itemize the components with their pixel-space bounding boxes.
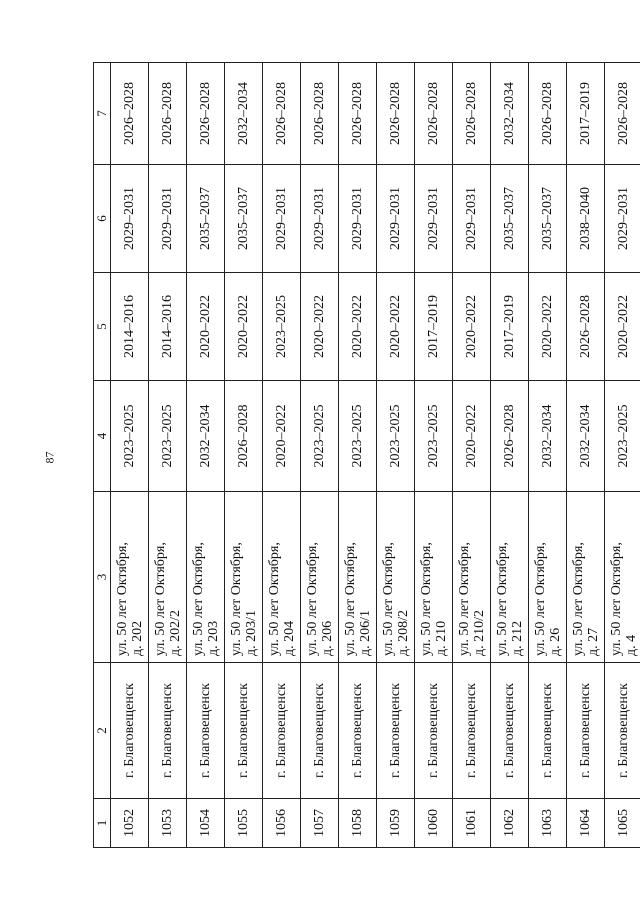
city-cell: г. Благовещенск	[111, 663, 149, 799]
page-number: 87	[42, 451, 57, 464]
period-cell-col4: 2032–2034	[567, 381, 605, 492]
period-cell-col7: 2032–2034	[491, 63, 529, 165]
period-cell-col5: 2020–2022	[453, 273, 491, 381]
table-row	[453, 63, 491, 848]
address-cell	[415, 492, 453, 663]
address-cell	[567, 492, 605, 663]
schedule-table	[93, 62, 640, 848]
column-header-3: 3	[94, 492, 111, 663]
period-cell-col6: 2029–2031	[149, 165, 187, 273]
rotated-table-area	[93, 63, 639, 848]
city-cell: г. Благовещенск	[605, 663, 640, 799]
period-cell-col5: 2020–2022	[529, 273, 567, 381]
city-cell: г. Благовещенск	[415, 663, 453, 799]
period-cell-col6: 2029–2031	[453, 165, 491, 273]
period-cell-col6: 2035–2037	[529, 165, 567, 273]
period-cell-col6: 2038–2040	[567, 165, 605, 273]
period-cell-col6: 2029–2031	[377, 165, 415, 273]
address-house: д. 27	[585, 627, 601, 656]
table-row	[225, 63, 263, 848]
period-cell-col4: 2023–2025	[111, 381, 149, 492]
address-house: д. 202	[129, 620, 145, 656]
row-number-cell: 1064	[567, 799, 605, 848]
period-cell-col7: 2026–2028	[263, 63, 301, 165]
address-house: д. 203	[205, 620, 221, 656]
row-number-cell: 1054	[187, 799, 225, 848]
city-cell: г. Благовещенск	[491, 663, 529, 799]
period-cell-col4: 2023–2025	[605, 381, 640, 492]
period-cell-col7: 2026–2028	[453, 63, 491, 165]
period-cell-col4: 2020–2022	[263, 381, 301, 492]
period-cell-col4: 2023–2025	[339, 381, 377, 492]
address-street: ул. 50 лет Октября,	[114, 542, 130, 656]
address-cell	[263, 492, 301, 663]
table-row	[491, 63, 529, 848]
row-number-cell: 1052	[111, 799, 149, 848]
period-cell-col7: 2026–2028	[415, 63, 453, 165]
column-header-7: 7	[94, 63, 111, 165]
address-street: ул. 50 лет Октября,	[570, 542, 586, 656]
column-header-1: 1	[94, 799, 111, 848]
table-header-row	[94, 63, 111, 848]
table-row	[529, 63, 567, 848]
city-cell: г. Благовещенск	[339, 663, 377, 799]
period-cell-col7: 2026–2028	[529, 63, 567, 165]
row-number-cell: 1059	[377, 799, 415, 848]
address-street: ул. 50 лет Октября,	[228, 542, 244, 656]
table-row	[149, 63, 187, 848]
address-street: ул. 50 лет Октября,	[380, 542, 396, 656]
address-house: д. 204	[281, 620, 297, 656]
address-cell	[187, 492, 225, 663]
table-row	[301, 63, 339, 848]
address-cell	[491, 492, 529, 663]
city-cell: г. Благовещенск	[567, 663, 605, 799]
address-house: д. 203/1	[243, 609, 259, 656]
row-number-cell: 1061	[453, 799, 491, 848]
period-cell-col5: 2020–2022	[301, 273, 339, 381]
address-cell	[453, 492, 491, 663]
period-cell-col5: 2017–2019	[491, 273, 529, 381]
period-cell-col7: 2032–2034	[225, 63, 263, 165]
period-cell-col5: 2017–2019	[415, 273, 453, 381]
city-cell: г. Благовещенск	[187, 663, 225, 799]
address-street: ул. 50 лет Октября,	[456, 542, 472, 656]
table-row	[567, 63, 605, 848]
period-cell-col6: 2029–2031	[301, 165, 339, 273]
address-street: ул. 50 лет Октября,	[342, 542, 358, 656]
address-house: д. 206	[319, 620, 335, 656]
period-cell-col7: 2026–2028	[149, 63, 187, 165]
city-cell: г. Благовещенск	[301, 663, 339, 799]
table-row	[263, 63, 301, 848]
period-cell-col7: 2026–2028	[301, 63, 339, 165]
period-cell-col4: 2032–2034	[529, 381, 567, 492]
period-cell-col6: 2029–2031	[263, 165, 301, 273]
address-house: д. 4	[623, 634, 639, 656]
table-body	[111, 63, 640, 848]
column-header-2: 2	[94, 663, 111, 799]
period-cell-col5: 2014–2016	[111, 273, 149, 381]
row-number-cell: 1063	[529, 799, 567, 848]
table-row	[415, 63, 453, 848]
column-header-6: 6	[94, 165, 111, 273]
period-cell-col5: 2020–2022	[605, 273, 640, 381]
period-cell-col6: 2029–2031	[605, 165, 640, 273]
address-cell	[529, 492, 567, 663]
row-number-cell: 1055	[225, 799, 263, 848]
address-house: д. 212	[509, 620, 525, 656]
address-house: д. 208/2	[395, 609, 411, 656]
period-cell-col6: 2029–2031	[339, 165, 377, 273]
row-number-cell: 1056	[263, 799, 301, 848]
period-cell-col4: 2026–2028	[225, 381, 263, 492]
address-cell	[149, 492, 187, 663]
row-number-cell: 1053	[149, 799, 187, 848]
period-cell-col7: 2026–2028	[111, 63, 149, 165]
period-cell-col4: 2023–2025	[149, 381, 187, 492]
period-cell-col6: 2035–2037	[491, 165, 529, 273]
period-cell-col4: 2020–2022	[453, 381, 491, 492]
address-cell	[339, 492, 377, 663]
period-cell-col4: 2026–2028	[491, 381, 529, 492]
period-cell-col5: 2026–2028	[567, 273, 605, 381]
column-header-5: 5	[94, 273, 111, 381]
address-street: ул. 50 лет Октября,	[304, 542, 320, 656]
period-cell-col5: 2020–2022	[339, 273, 377, 381]
period-cell-col6: 2029–2031	[111, 165, 149, 273]
row-number-cell: 1060	[415, 799, 453, 848]
city-cell: г. Благовещенск	[377, 663, 415, 799]
city-cell: г. Благовещенск	[149, 663, 187, 799]
city-cell: г. Благовещенск	[225, 663, 263, 799]
period-cell-col6: 2029–2031	[415, 165, 453, 273]
table-row	[111, 63, 149, 848]
address-street: ул. 50 лет Октября,	[608, 542, 624, 656]
column-header-4: 4	[94, 381, 111, 492]
address-house: д. 202/2	[167, 609, 183, 656]
address-street: ул. 50 лет Октября,	[266, 542, 282, 656]
address-cell	[377, 492, 415, 663]
period-cell-col4: 2023–2025	[301, 381, 339, 492]
address-house: д. 26	[547, 627, 563, 656]
period-cell-col4: 2032–2034	[187, 381, 225, 492]
period-cell-col4: 2023–2025	[377, 381, 415, 492]
row-number-cell: 1065	[605, 799, 640, 848]
row-number-cell: 1062	[491, 799, 529, 848]
address-house: д. 210/2	[471, 609, 487, 656]
city-cell: г. Благовещенск	[529, 663, 567, 799]
address-cell	[301, 492, 339, 663]
city-cell: г. Благовещенск	[453, 663, 491, 799]
period-cell-col7: 2017–2019	[567, 63, 605, 165]
period-cell-col5: 2020–2022	[187, 273, 225, 381]
row-number-cell: 1058	[339, 799, 377, 848]
period-cell-col7: 2026–2028	[339, 63, 377, 165]
address-street: ул. 50 лет Октября,	[494, 542, 510, 656]
period-cell-col5: 2014–2016	[149, 273, 187, 381]
table-row	[187, 63, 225, 848]
address-cell	[111, 492, 149, 663]
row-number-cell: 1057	[301, 799, 339, 848]
table-row	[377, 63, 415, 848]
period-cell-col7: 2026–2028	[377, 63, 415, 165]
address-street: ул. 50 лет Октября,	[152, 542, 168, 656]
city-cell: г. Благовещенск	[263, 663, 301, 799]
period-cell-col7: 2026–2028	[605, 63, 640, 165]
table-row	[605, 63, 640, 848]
period-cell-col5: 2020–2022	[377, 273, 415, 381]
period-cell-col5: 2020–2022	[225, 273, 263, 381]
address-house: д. 210	[433, 620, 449, 656]
address-cell	[605, 492, 640, 663]
address-house: д. 206/1	[357, 609, 373, 656]
address-street: ул. 50 лет Октября,	[418, 542, 434, 656]
address-street: ул. 50 лет Октября,	[532, 542, 548, 656]
period-cell-col6: 2035–2037	[187, 165, 225, 273]
address-street: ул. 50 лет Октября,	[190, 542, 206, 656]
table-row	[339, 63, 377, 848]
period-cell-col7: 2026–2028	[187, 63, 225, 165]
period-cell-col4: 2023–2025	[415, 381, 453, 492]
period-cell-col5: 2023–2025	[263, 273, 301, 381]
address-cell	[225, 492, 263, 663]
period-cell-col6: 2035–2037	[225, 165, 263, 273]
